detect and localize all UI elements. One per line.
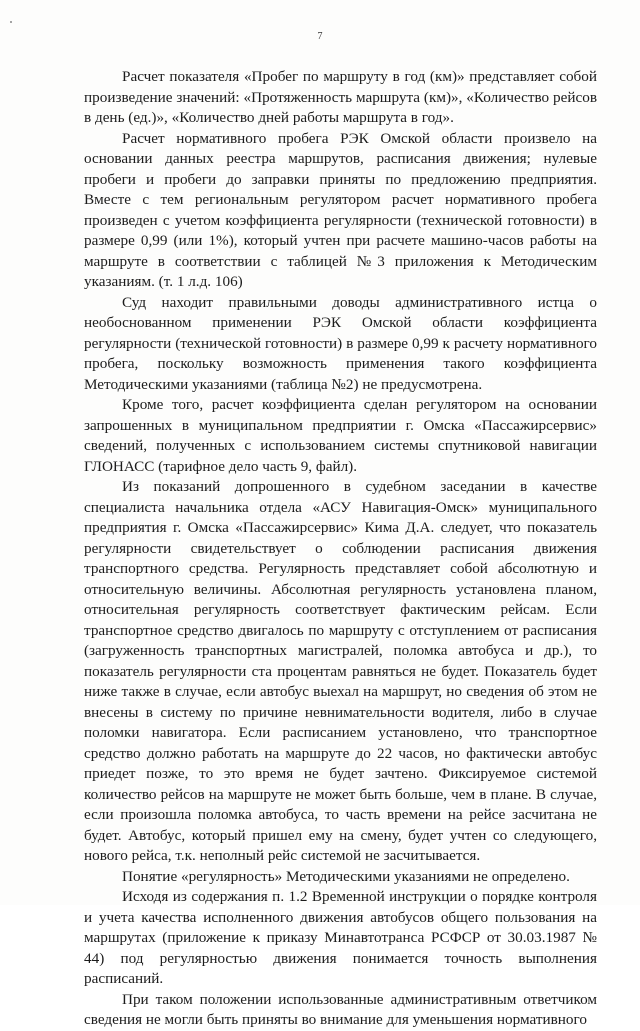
paragraph-court-findings: Суд находит правильными доводы административного истца о необоснованном применении РЭК Омской области коэффициента регулярности (технической готовности) в размере 0,99 к расчету нормативного пробега, поскольку возможность применения такого коэффициента Методическими указаниями (таблица №2) не предусмотрена. — [84, 293, 597, 393]
paragraph-regularity-undefined: Понятие «регулярность» Методическими указаниями не определено. — [122, 867, 570, 885]
scan-mark — [10, 21, 12, 23]
document-body — [84, 67, 597, 1031]
paragraph-specialist-testimony: Из показаний допрошенного в судебном заседании в качестве специалиста начальника отдела «АСУ Навигация-Омск» муниципального предприятия г. Омска «Пассажирсервис» Кима Д.А. следует, что показатель регулярности свидетельствует о соблюдении расписания движения транспортного средства. Регулярность представляет собой абсолютную и относительную величины. Абсолютная регулярность установлена планом, относительная регулярность соответствует фактическим рейсам. Если транспортное средство двигалось по маршруту с отступлением от расписания (загруженность транспортных магистралей, поломка автобуса и др.), то показатель регулярности ста процентам равняться не будет. Показатель будет ниже также в случае, если автобус выехал на маршрут, но сведения об этом не внесены в систему по причине невнимательности водителя, либо в случае поломки навигатора. Если расписанием установлено, что транспортное средство должно работать на маршруте до 22 часов, но фактически автобус приедет позже, то это время не будет зачтено. Фиксируемое системой количество рейсов на маршруте не может быть больше, чем в плане. В случае, если произошла поломка автобуса, то часть времени на рейсе засчитана не будет. Автобус, который пришел ему на смену, будет учтен со следующего, нового рейса, т.к. неполный рейс системой не засчитывается. — [84, 478, 597, 864]
paragraph-normative-mileage: Расчет нормативного пробега РЭК Омской области произвело на основании данных реестра маршрутов, расписания движения; нулевые пробеги и пробеги до заправки приняты по предложению предприятия. Вместе с тем региональным регулятором расчет нормативного пробега произведен с учетом коэффициента регулярности (технической готовности) в размере 0,99 (или 1%), который учтен при расчете машино-часов работы на маршруте в соответствии с таблицей №3 приложения к Методическим указаниям. (т. 1 л.д. 106) — [84, 129, 597, 290]
paragraph-glonass-data: Кроме того, расчет коэффициента сделан регулятором на основании запрошенных в муниципальном предприятии г. Омска «Пассажирсервис» сведений, полученных с использованием системы спутниковой навигации ГЛОНАСС (тарифное дело часть 9, файл). — [84, 396, 597, 475]
paragraph-conclusion: При таком положении использованные административным ответчиком сведения не могли быть приняты во внимание для уменьшения нормативного — [84, 990, 597, 1028]
paragraph-mileage-calculation: Расчет показателя «Пробег по маршруту в год (км)» представляет собой произведение значений: «Протяженность маршрута (км)», «Количество рейсов в день (ед.)», «Количество дней работы маршрута в год». — [84, 68, 597, 126]
page-number: 7 — [317, 31, 323, 42]
paragraph-instruction-definition: Исходя из содержания п. 1.2 Временной инструкции о порядке контроля и учета качества исполненного движения автобусов общего пользования на маршрутах (приложение к приказу Минавтотранса РСФСР от 30.03.1987 № 44) под регулярностью движения понимается точность выполнения расписаний. — [84, 888, 597, 987]
